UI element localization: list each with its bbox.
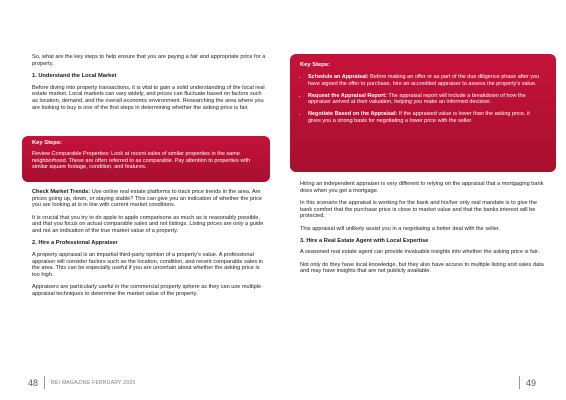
agent-paragraph: A seasoned real estate agent can provide invaluable insights into whether the asking price is fair. xyxy=(300,249,540,256)
key-step-text: If the appraised value is lower than the asking price, it gives you a strong basis for negotiating a lower price with the seller. xyxy=(308,111,530,124)
market-trends-lead: Check Market Trends: xyxy=(32,189,91,195)
left-footer xyxy=(28,376,136,389)
left-column-top xyxy=(32,54,266,117)
intro-paragraph: So, what are the key steps to help ensure that you are paying a fair and appropriate price for a property. xyxy=(32,54,266,67)
right-column xyxy=(300,181,550,281)
magazine-issue: REI MAGAZINE FEBRUARY 2025 xyxy=(51,379,136,386)
footer-divider-right xyxy=(519,376,520,389)
right-page-number: 49 xyxy=(525,377,536,388)
appraisers-paragraph: Appraisers are particularly useful in the commercial property sphere as they can use multiple appraisal techniques to determine the market value of the property. xyxy=(32,284,262,297)
market-trends-text: Use online real estate platforms to track price trends in the area. Are prices going up, down, or staying stable? This can give you an indication of whether the price you are looking at is in line with current market conditions. xyxy=(32,189,262,209)
section-heading-3: 3. Hire a Real Estate Agent with Local Expertise xyxy=(300,237,429,244)
section-heading-2: 2. Hire a Professional Appraiser xyxy=(32,240,118,247)
key-step-text: The appraisal report will include a breakdown of how the appraiser arrived at their valuation, helping you make an informed decision. xyxy=(308,92,526,105)
comparison-paragraph: It is crucial that you try to do apple to apple comparisons as much as is reasonably possible, and that you focus on actual comparable sales and not listings. Listing prices are only a guide and not an indication of the true market value of a property. xyxy=(32,214,264,235)
market-paragraph: Before diving into property transactions, it is vital to gain a solid understanding of the local real estate market. Local markets can vary widely, and prices can fluctuate based on factors such as location, demand, and the overall economic environment. Researching the area where you are looking to buy is one of the first steps in determining whether the asking price is fair. xyxy=(32,84,265,111)
negotiation-paragraph: This appraisal will unlikely assist you in a negotiating a better deal with the seller. xyxy=(300,225,500,232)
key-step-item xyxy=(308,93,544,106)
key-step-lead: Request the Appraisal Report: xyxy=(308,92,387,99)
market-trends-paragraph xyxy=(32,189,266,209)
left-page-number: 48 xyxy=(28,377,39,388)
footer-divider-left xyxy=(44,376,45,389)
key-steps-list xyxy=(300,74,544,124)
right-page xyxy=(283,0,566,400)
key-step-lead: Negotiate Based on the Appraisal: xyxy=(308,111,398,117)
key-steps-box-right xyxy=(290,54,556,172)
key-steps-title: Key Steps: xyxy=(32,140,62,146)
key-steps-title-right: Key Steps: xyxy=(300,62,330,68)
right-footer xyxy=(513,376,536,389)
key-step-lead: Schedule an Appraisal: xyxy=(308,74,369,80)
bank-appraisal-paragraph: In this scenario the appraisal is working for the bank and his/her only real mandate is to give the bank comfort that the purchase price is close to market value and that the banks interest will be protected. xyxy=(300,199,537,220)
key-step-text: Before making an offer or as part of the due diligence phase after you have signed the offer to purchase, hire an accredited appraiser to assess the property's value. xyxy=(308,74,540,87)
key-step-item xyxy=(308,74,544,87)
key-step-item xyxy=(308,111,544,124)
section-heading-1: 1. Understand the Local Market xyxy=(32,72,117,79)
appraisal-paragraph: A property appraisal is an impartial third-party opinion of a property's value. A professional appraiser will consider factors such as the location, condition, and recent comparable sales in the area. This can be especially useful if you are uncertain about whether the asking price is too high. xyxy=(32,251,264,279)
left-column-bottom xyxy=(32,189,266,303)
agent-knowledge-paragraph: Not only do they have local knowledge, but they also have access to multiple listing and sales data and may have insights that are not publicly available. xyxy=(300,261,544,275)
key-steps-text: Review Comparable Properties: Look at recent sales of similar properties in the same neighborhood. These are often referred to as comparable. Pay attention to properties with similar square footage, condition, and features. xyxy=(32,151,251,171)
key-steps-box-left xyxy=(22,136,270,182)
independent-appraiser-paragraph: Hiring an independent appraiser is very different to relying on the appraisal that a mortgaging bank does when you get a mortgage. xyxy=(300,181,544,194)
